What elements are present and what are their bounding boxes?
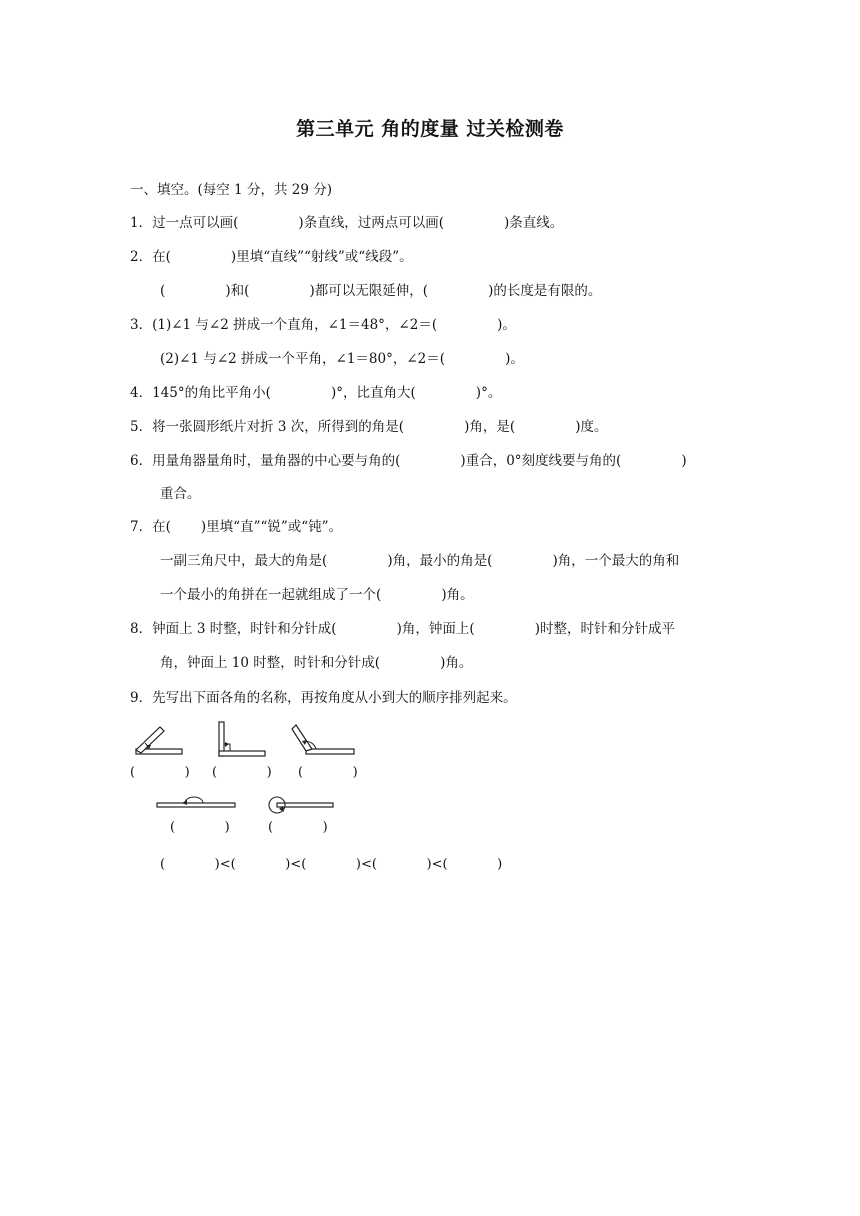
full-angle-icon xyxy=(266,794,336,818)
acute-angle-icon xyxy=(134,722,184,758)
question-3: 3．(1)∠1 与∠2 拼成一个直角，∠1＝48°，∠2＝( )。 xyxy=(130,317,516,333)
question-8: 8．钟面上 3 时整，时针和分针成( )角，钟面上( )时整，时针和分针成平 xyxy=(130,621,675,637)
page-title: 第三单元 角的度量 过关检测卷 xyxy=(296,118,564,140)
question-7-line-3: 一个最小的角拼在一起就组成了一个( )角。 xyxy=(160,587,474,603)
question-4: 4．145°的角比平角小( )°，比直角大( )°。 xyxy=(130,385,502,401)
right-angle-icon xyxy=(216,720,268,760)
question-2: 2．在( )里填“直线”“射线”或“线段”。 xyxy=(130,249,413,265)
question-8-line-2: 角，钟面上 10 时整，时针和分针成( )角。 xyxy=(160,655,473,671)
question-6-line-2: 重合。 xyxy=(160,486,201,502)
ordering-line: ( )<( )<( )<( )<( ) xyxy=(160,857,503,872)
question-7: 7．在( )里填“直”“锐”或“钝”。 xyxy=(130,519,343,535)
answer-blank-5: ( ) xyxy=(268,820,328,835)
answer-blank-3: ( ) xyxy=(298,765,358,780)
question-5: 5．将一张圆形纸片对折 3 次，所得到的角是( )角，是( )度。 xyxy=(130,419,608,435)
question-9: 9．先写出下面各角的名称，再按角度从小到大的顺序排列起来。 xyxy=(130,690,517,706)
answer-blank-2: ( ) xyxy=(212,765,272,780)
question-1: 1．过一点可以画( )条直线，过两点可以画( )条直线。 xyxy=(130,215,564,231)
straight-angle-icon xyxy=(155,796,237,812)
answer-blank-1: ( ) xyxy=(130,765,190,780)
answer-blank-4: ( ) xyxy=(170,820,230,835)
question-2-line-2: ( )和( )都可以无限延伸，( )的长度是有限的。 xyxy=(160,283,602,299)
question-6: 6．用量角器量角时，量角器的中心要与角的( )重合，0°刻度线要与角的( ) xyxy=(130,453,687,469)
obtuse-angle-icon xyxy=(290,722,358,758)
section-heading: 一、填空。(每空 1 分，共 29 分) xyxy=(130,182,332,198)
question-3-line-2: (2)∠1 与∠2 拼成一个平角，∠1＝80°，∠2＝( )。 xyxy=(160,351,524,367)
question-7-line-2: 一副三角尺中，最大的角是( )角，最小的角是( )角，一个最大的角和 xyxy=(160,553,680,569)
